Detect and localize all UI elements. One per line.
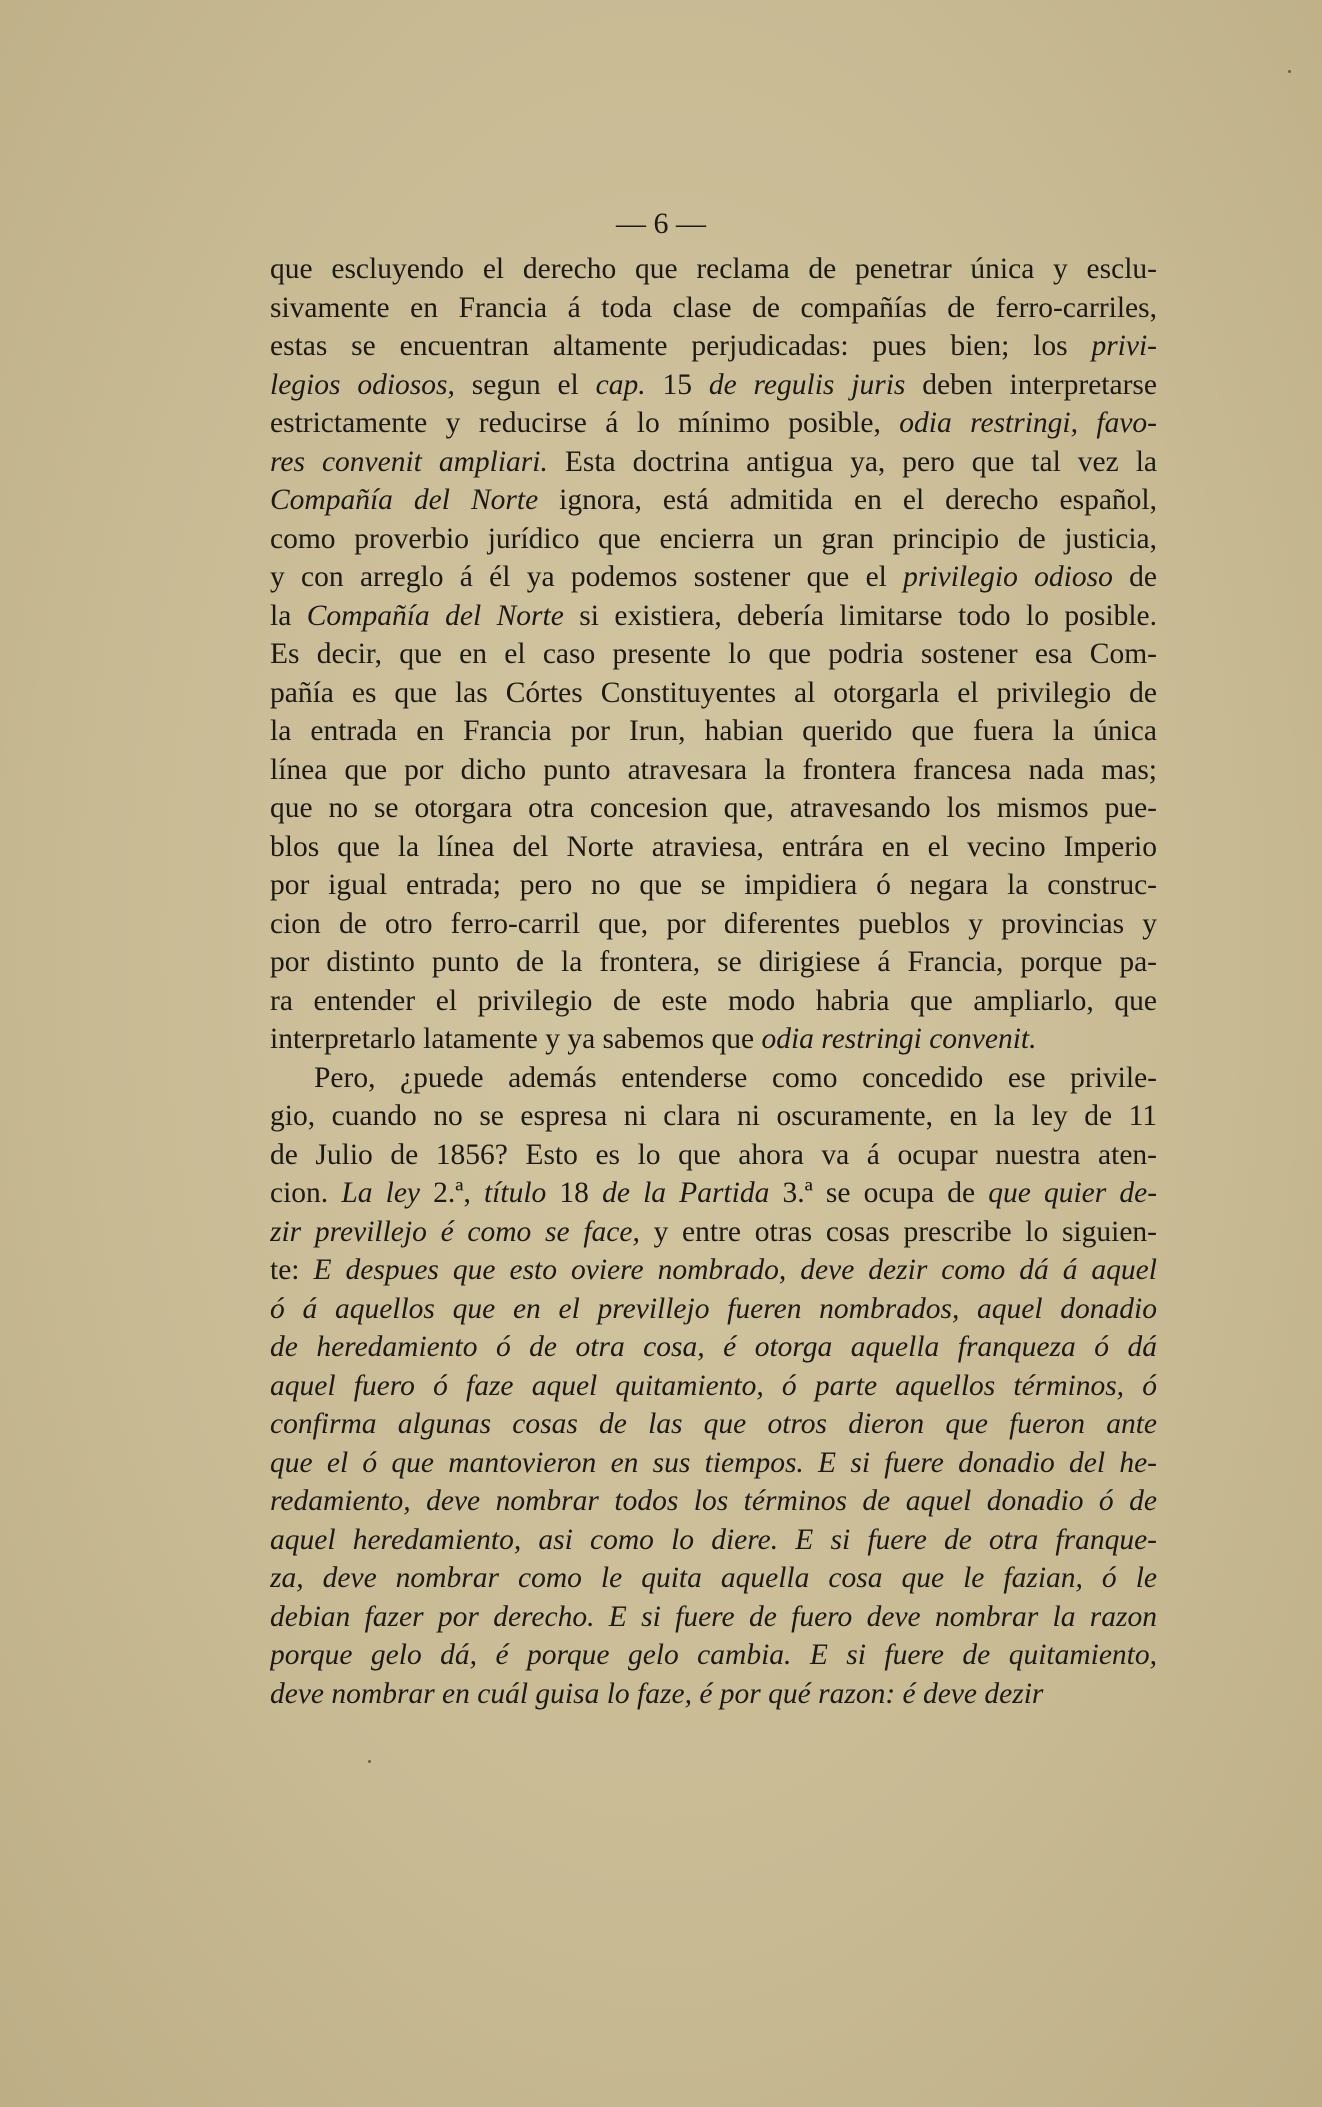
italic-text: res convenit ampliari. [270,445,548,478]
text-line [270,982,1157,1021]
text-line [270,1097,1157,1136]
text-segment: y entre otras cosas prescribe lo siguien- [639,1215,1157,1248]
text-line [270,250,1157,289]
italic-text: zir previllejo é como se face, [270,1215,640,1248]
text-line [270,1444,1157,1483]
text-line [270,1213,1157,1252]
text-line [270,1290,1157,1329]
speck-mark [1288,70,1291,73]
text-segment: por distinto punto de la frontera, se dirigiese á Francia, porque pa- [270,946,1157,978]
italic-text: ó á aquellos que en el previllejo fueren nombrados, aquel donadio [270,1292,1157,1325]
italic-text: za, deve nombrar como le quita aquella cosa que le fazian, ó le [270,1562,1157,1594]
text-segment: estrictamente y reducirse á lo mínimo posible, [270,407,900,439]
text-segment: y con arreglo á él ya podemos sostener que el [270,561,904,593]
text-segment: de Julio de 1856? Esto es lo que ahora va á ocupar nuestra aten- [270,1138,1157,1171]
text-line [270,1675,1157,1714]
italic-text: Compañía del Norte [270,484,539,516]
text-line [270,1020,1157,1059]
text-segment: te: [270,1254,314,1286]
italic-text: odia restringi, favo- [899,407,1157,439]
italic-text: debian fazer por derecho. E si fuere de fuero deve nombrar la razon [270,1600,1157,1633]
text-line [270,674,1157,713]
text-line [270,789,1157,828]
italic-text: Compañía del Norte [306,599,564,632]
text-segment: que no se otorgara otra concesion que, atravesando los mismos pue- [270,792,1157,824]
text-line [270,1328,1157,1367]
text-segment: 3.ª se ocupa de [769,1177,989,1209]
text-line [270,828,1157,867]
text-line [270,905,1157,944]
text-line [270,327,1157,366]
text-segment: ignora, está admitida en el derecho español, [538,484,1157,516]
text-segment: cion. [270,1177,342,1209]
text-line [270,751,1157,790]
text-line [270,1521,1157,1560]
italic-text: legios odiosos, [270,368,455,401]
text-segment: gio, cuando no se espresa ni clara ni oscuramente, en la ley de 11 [270,1100,1157,1132]
text-segment: como proverbio jurídico que encierra un gran principio de justicia, [270,522,1157,555]
text-segment: cion de otro ferro-carril que, por diferentes pueblos y provincias y [270,907,1157,940]
speck-mark [368,1760,371,1763]
text-segment: Pero, ¿puede además entenderse como concedido ese privile- [314,1061,1157,1094]
text-line [270,1174,1157,1213]
text-segment: Es decir, que en el caso presente lo que podria sostener esa Com- [270,638,1157,670]
italic-text: que quier de- [988,1177,1157,1209]
text-segment: línea que por dicho punto atravesara la frontera francesa nada mas; [270,753,1157,786]
italic-text: que el ó que mantovieron en sus tiempos. E si fuere donadio del he- [270,1446,1157,1479]
italic-text: odia restringi convenit. [761,1023,1037,1055]
text-line [270,289,1157,328]
text-line [270,1136,1157,1175]
text-segment: segun el [454,368,596,401]
text-segment: pañía es que las Córtes Constituyentes al otorgarla el privilegio de [270,676,1157,709]
text-line [270,635,1157,674]
body-text [270,250,1157,1713]
text-segment: 2.ª, [420,1177,484,1209]
text-line [270,404,1157,443]
text-segment: interpretarlo latamente y ya sabemos que [270,1023,762,1055]
text-segment: sivamente en Francia á toda clase de compañías de ferro-carriles, [270,291,1157,324]
text-line [270,1367,1157,1406]
text-line [270,712,1157,751]
text-segment: de [1112,561,1157,593]
italic-text: confirma algunas cosas de las que otros dieron que fueron ante [270,1408,1157,1440]
page-header: — 6 — [616,207,706,240]
italic-text: de heredamiento ó de otra cosa, é otorga aquella franqueza ó dá [270,1331,1157,1363]
text-segment: 18 [546,1177,603,1209]
text-segment: Esta doctrina antigua ya, pero que tal vez la [547,445,1157,478]
text-line [270,443,1157,482]
text-segment: 15 [645,368,709,401]
italic-text: deve nombrar en cuál guisa lo faze, é por qué razon: é deve dezir [270,1677,1044,1710]
text-segment: la [270,599,307,632]
text-line [270,1059,1157,1098]
italic-text: La ley [341,1177,421,1209]
text-segment: blos que la línea del Norte atraviesa, entrára en el vecino Imperio [270,830,1157,863]
italic-text: privi- [1091,330,1157,362]
text-segment: la entrada en Francia por Irun, habian querido que fuera la única [270,715,1157,747]
text-segment: ra entender el privilegio de este modo habria que ampliarlo, que [270,984,1157,1017]
text-line [270,558,1157,597]
text-line [270,597,1157,636]
text-line [270,1559,1157,1598]
text-line [270,866,1157,905]
italic-text: cap. [595,368,646,401]
italic-text: aquel fuero ó faze aquel quitamiento, ó parte aquellos términos, ó [270,1369,1157,1402]
text-line [270,1251,1157,1290]
italic-text: aquel heredamiento, asi como lo diere. E si fuere de otra franque- [270,1523,1157,1556]
italic-text: privilegio odioso [903,561,1113,593]
text-segment: que escluyendo el derecho que reclama de penetrar única y esclu- [270,253,1157,285]
italic-text: de regulis juris [708,368,906,401]
italic-text: de la Partida [602,1177,770,1209]
text-line [270,943,1157,982]
italic-text: E despues que esto oviere nombrado, deve dezir como dá á aquel [313,1254,1157,1286]
text-line [270,520,1157,559]
text-segment: por igual entrada; pero no que se impidiera ó negara la construc- [270,869,1157,901]
italic-text: redamiento, deve nombrar todos los términos de aquel donadio ó de [270,1485,1157,1517]
italic-text: título [483,1177,547,1209]
text-line [270,1598,1157,1637]
text-line [270,481,1157,520]
text-segment: si existiera, debería limitarse todo lo posible. [563,599,1157,632]
text-line [270,1636,1157,1675]
text-line [270,366,1157,405]
text-line [270,1405,1157,1444]
text-segment: deben interpretarse [905,368,1157,401]
text-segment: estas se encuentran altamente perjudicadas: pues bien; los [270,330,1092,362]
text-line [270,1482,1157,1521]
italic-text: porque gelo dá, é porque gelo cambia. E si fuere de quitamiento, [270,1639,1157,1671]
